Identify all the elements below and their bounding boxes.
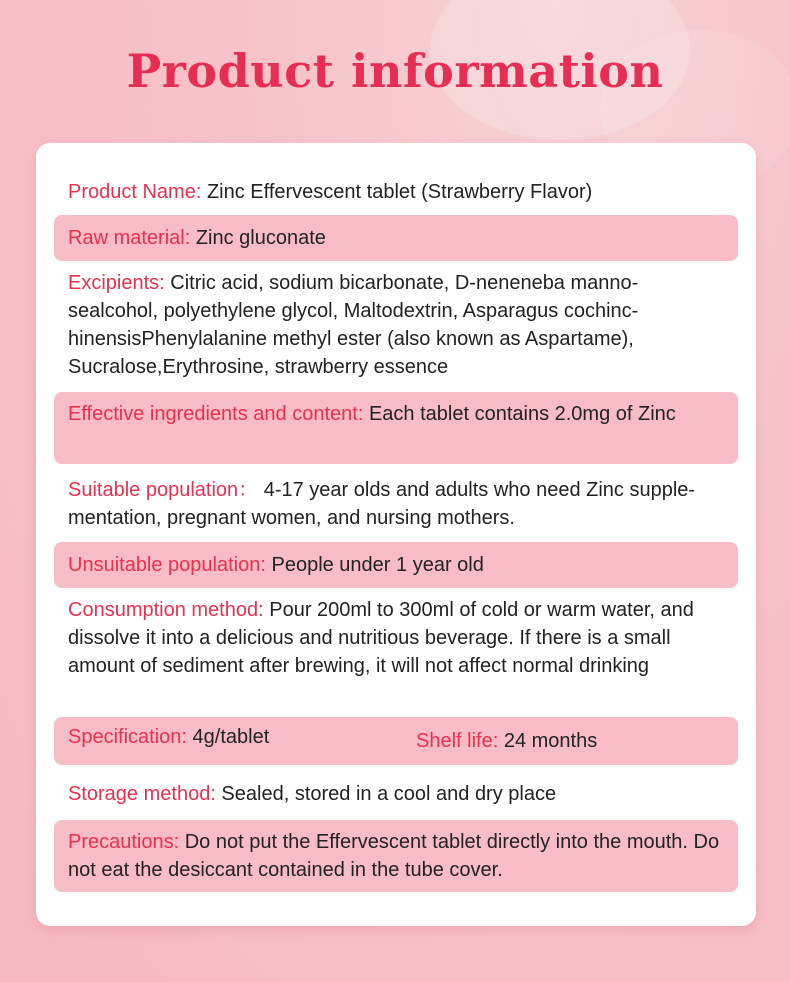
- specification-group: [68, 723, 269, 751]
- specification-value: 4g/tablet: [186, 726, 270, 748]
- shelf-life-label: Shelf life:: [416, 730, 499, 752]
- page-title: Product information: [126, 44, 664, 98]
- shelf-life-value: 24 months: [498, 730, 598, 752]
- excipients-value: Citric acid, sodium bicarbonate, D-neneneba manno-sealcohol, polyethylene glycol, Maltodextrin, Asparagus cochinc-hinensisPhenylalanine methyl ester (also known as Aspartame), Sucralose,Erythrosine, strawberry essence: [68, 272, 639, 378]
- excipients-label: Excipients:: [68, 272, 165, 294]
- raw-material-label: Raw material:: [68, 227, 191, 249]
- unsuitable-population-row: [54, 542, 738, 588]
- precautions-value: Do not put the Effervescent tablet directly into the mouth. Do not eat the desiccant contained in the tube cover.: [68, 831, 720, 881]
- unsuitable-population-value: People under 1 year old: [265, 554, 484, 576]
- shelf-life-group: [416, 727, 597, 755]
- precautions-row: [54, 820, 738, 892]
- suitable-population-value: 4-17 year olds and adults who need Zinc supple-mentation, pregnant women, and nursing mothers.: [68, 479, 696, 529]
- raw-material-row: [54, 215, 738, 261]
- effective-ingredients-value: Each tablet contains 2.0mg of Zinc: [363, 403, 676, 425]
- product-name-value: Zinc Effervescent tablet (Strawberry Flavor): [201, 181, 593, 203]
- storage-method-label: Storage method:: [68, 783, 216, 805]
- consumption-method-row: [54, 596, 738, 680]
- suitable-population-label: Suitable population：: [68, 479, 259, 501]
- storage-method-value: Sealed, stored in a cool and dry place: [215, 783, 557, 805]
- product-name-label: Product Name:: [68, 181, 202, 203]
- effective-ingredients-row: [54, 392, 738, 464]
- suitable-population-row: [54, 476, 738, 532]
- consumption-method-value: Pour 200ml to 300ml of cold or warm water, and dissolve it into a delicious and nutritious beverage. If there is a small amount of sediment after brewing, it will not affect normal drinking: [68, 599, 694, 677]
- product-name-row: [54, 178, 738, 206]
- specification-label: Specification:: [68, 726, 187, 748]
- precautions-label: Precautions:: [68, 831, 180, 853]
- unsuitable-population-label: Unsuitable population:: [68, 554, 266, 576]
- effective-ingredients-label: Effective ingredients and content:: [68, 403, 364, 425]
- raw-material-value: Zinc gluconate: [190, 227, 326, 249]
- specification-row: [54, 717, 738, 765]
- excipients-row: [54, 269, 738, 381]
- info-card: [36, 143, 756, 926]
- storage-method-row: [54, 780, 738, 808]
- consumption-method-label: Consumption method:: [68, 599, 264, 621]
